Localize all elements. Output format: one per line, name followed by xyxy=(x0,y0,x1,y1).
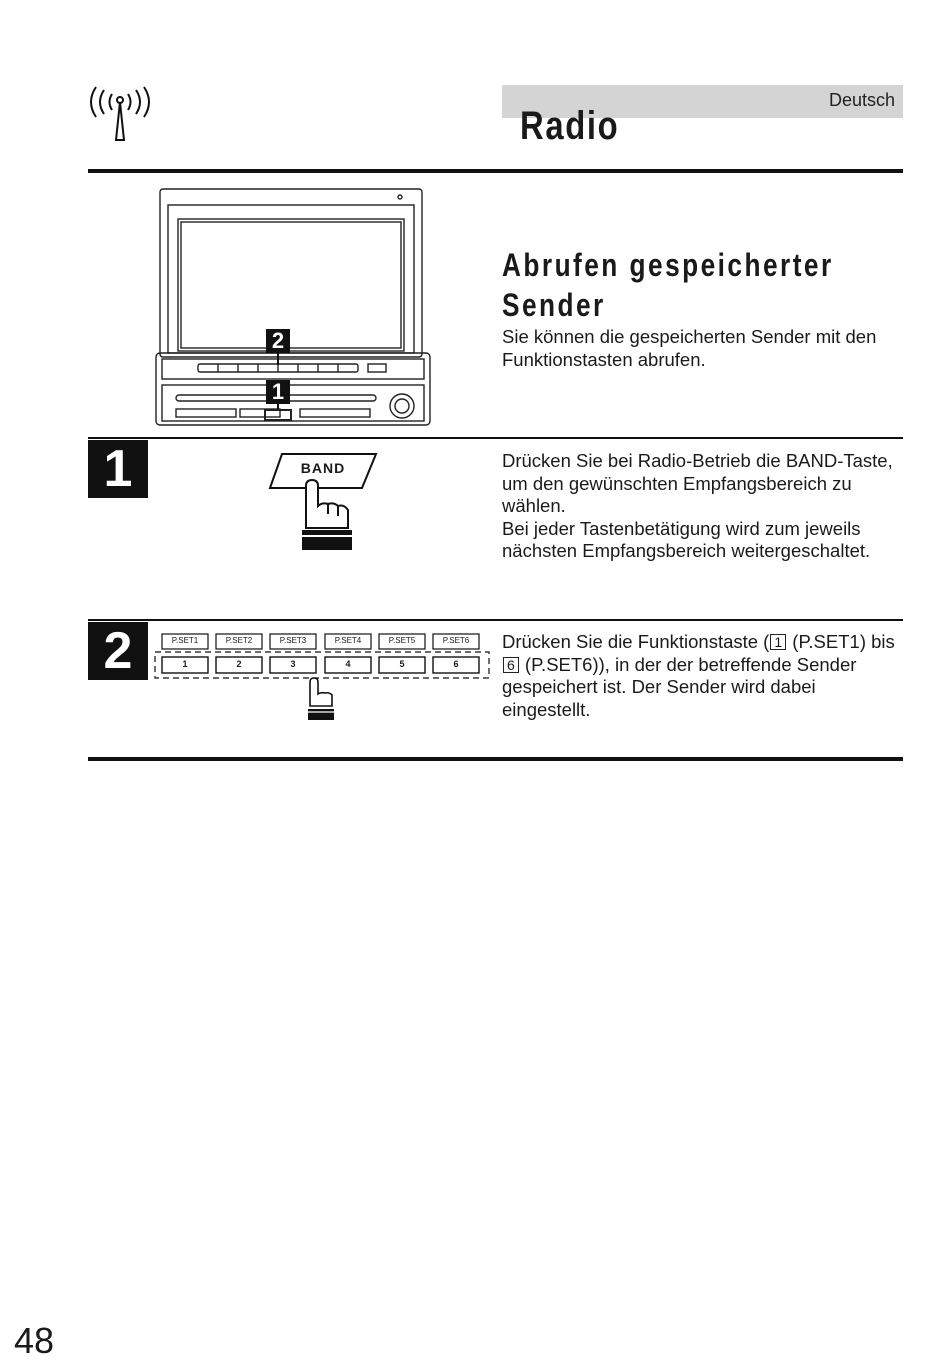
step-2-text-c: (P.SET6)), in der der betreffende Sender gespeichert ist. Der Sender wird dabei eingestellt. xyxy=(502,653,857,720)
preset-label-2: P.SET2 xyxy=(225,636,253,645)
key-1-box: 1 xyxy=(770,634,786,650)
callout-2: 2 xyxy=(271,328,285,353)
step-1-number: 1 xyxy=(88,440,148,498)
step-1-instruction: Drücken Sie bei Radio-Betrieb die BAND-Taste, um den gewünschten Empfangsbereich zu wählen. xyxy=(502,450,893,516)
key-6-box: 6 xyxy=(503,657,519,673)
preset-key-2: 2 xyxy=(236,659,242,669)
step-2-text-a: Drücken Sie die Funktionstaste ( xyxy=(502,631,770,652)
language-label: Deutsch xyxy=(828,90,895,110)
preset-label-1: P.SET1 xyxy=(171,636,199,645)
step-2-text xyxy=(502,631,907,721)
section-heading-line1: Abrufen gespeicherter xyxy=(502,247,834,283)
band-button-label: BAND xyxy=(300,460,346,476)
section-intro: Sie können die gespeicherten Sender mit den Funktionstasten abrufen. xyxy=(502,326,877,370)
step-1-note: Bei jeder Tastenbetätigung wird zum jeweils nächsten Empfangsbereich weitergeschaltet. xyxy=(502,517,871,561)
preset-key-1: 1 xyxy=(182,659,188,669)
top-rule xyxy=(88,169,903,173)
step-1-rule xyxy=(88,437,903,439)
preset-key-6: 6 xyxy=(453,659,459,669)
preset-key-3: 3 xyxy=(290,659,296,669)
bottom-rule xyxy=(88,757,903,761)
chapter-title: Radio xyxy=(520,104,620,148)
preset-label-4: P.SET4 xyxy=(334,636,362,645)
preset-label-6: P.SET6 xyxy=(442,636,470,645)
preset-label-5: P.SET5 xyxy=(388,636,416,645)
step-1-text xyxy=(502,450,907,563)
section-heading xyxy=(502,245,896,325)
preset-key-5: 5 xyxy=(399,659,405,669)
step-2-text-b: (P.SET1) bis xyxy=(787,631,895,652)
section-heading-line2: Sender xyxy=(502,287,606,323)
antenna-icon xyxy=(86,86,158,142)
page-number: 48 xyxy=(14,1320,55,1361)
device-illustration xyxy=(150,185,440,433)
preset-key-4: 4 xyxy=(345,659,351,669)
callout-1: 1 xyxy=(271,379,285,404)
step-2-rule xyxy=(88,619,903,621)
preset-label-3: P.SET3 xyxy=(279,636,307,645)
step-2-number: 2 xyxy=(88,622,148,680)
